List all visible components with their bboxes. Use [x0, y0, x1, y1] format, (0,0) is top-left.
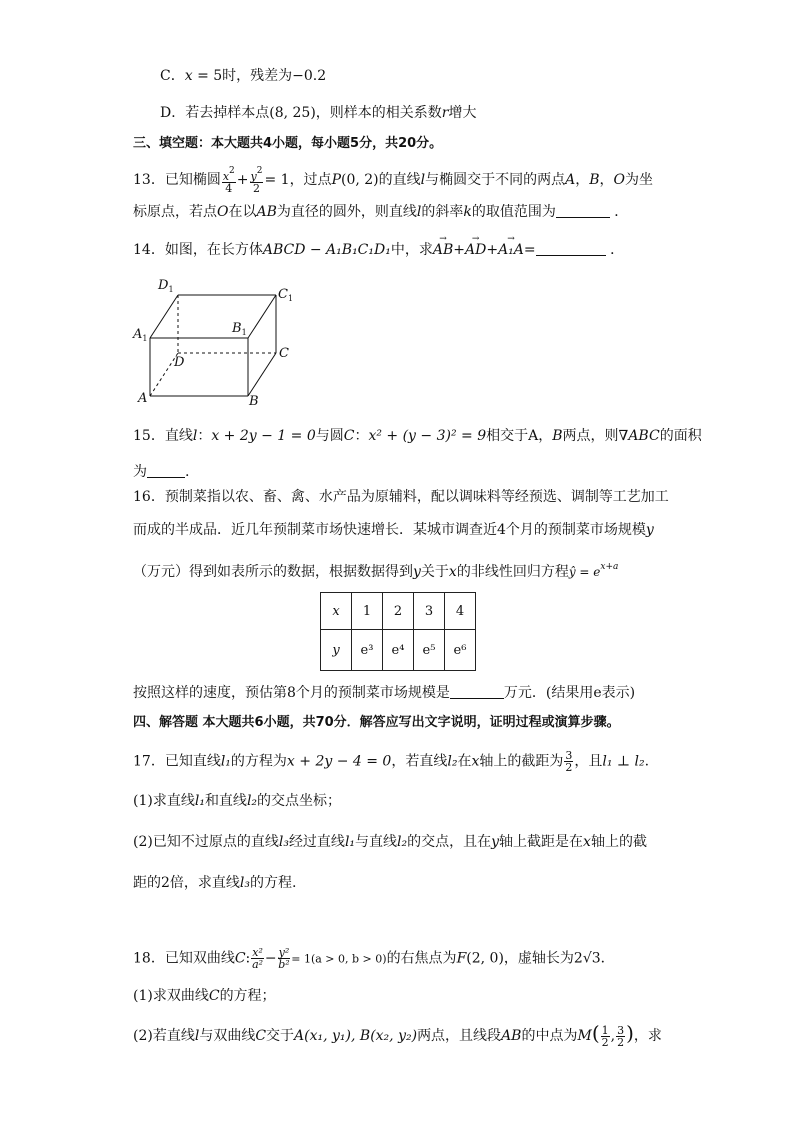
answer-blank-13[interactable] — [556, 203, 610, 218]
question-15-line-2: 为 . — [133, 464, 190, 480]
edge-b-c — [248, 353, 276, 396]
fraction-x2-a2: $\frac{\text{x²}}{\text{a²}}$ — [252, 946, 264, 971]
question-17-part-2: (2)已知不过原点的直线l₃经过直线l₁与直线l₂的交点，且在y轴上截距是在x轴上的截 — [133, 834, 647, 850]
table-row-x: x 1 2 3 4 — [321, 593, 476, 630]
question-16-line-1: 16．预制菜指以农、畜、禽、水产品为原辅料，配以调味料等经预选、调制等工艺加工 — [133, 489, 669, 505]
edge-a1-d1 — [150, 295, 178, 338]
fraction-1-2: $\frac{1}{2}$ — [601, 1023, 609, 1049]
label-a: A — [138, 391, 148, 406]
label-d: D — [174, 355, 185, 370]
section-title-solutions: 四、解答题 本大题共6小题，共70分．解答应写出文字说明，证明过程或演算步骤。 — [133, 715, 620, 730]
label-b1: $B_1$ — [232, 321, 247, 337]
cuboid-figure — [128, 274, 308, 409]
fraction-y2-b2: $\frac{\text{y²}}{\text{b²}}$ — [278, 946, 290, 971]
fraction-y2-2: $\frac{y^2}{2}$ — [250, 166, 263, 195]
label-c: C — [279, 346, 289, 361]
label-a1: $A_1$ — [133, 327, 148, 343]
question-13-line-2: 标原点，若点O在以AB为直径的圆外，则直线l的斜率k的取值范围为 ． — [133, 204, 629, 220]
table-row-y: y e³ e⁴ e⁵ e⁶ — [321, 630, 476, 671]
question-18-part-2: (2)若直线l与双曲线C交于A(x₁, y₁), B(x₂, y₂)两点，且线段AB的中点为M( $\frac{1}{2}$ , $\frac{3}{2}$ )，求 — [133, 1021, 662, 1049]
fraction-3-2b: $\frac{3}{2}$ — [617, 1023, 625, 1049]
edge-b1-c1 — [248, 295, 276, 338]
label-b: B — [249, 394, 259, 409]
section-title-fill-in: 三、填空题：本大题共4小题，每小题5分，共20分。 — [133, 136, 443, 151]
question-17-part-2-cont: 距的2倍，求直线l₃的方程. — [133, 875, 297, 891]
question-16-line-2: 而成的半成品．近几年预制菜市场快速增长．某城市调查近4个月的预制菜市场规模y — [133, 522, 654, 538]
fraction-3-2: $\frac{3}{2}$ — [565, 749, 573, 774]
answer-blank-15[interactable] — [147, 463, 185, 478]
label-d1: $D_1$ — [158, 278, 174, 294]
label-c1: $C_1$ — [278, 287, 294, 303]
question-13-line-1: 13．已知椭圆 $\frac{x^2}{4}$ + $\frac{y^2}{2}$ = 1，过点P(0, 2)的直线l与椭圆交于不同的两点A，B，O为坐 — [133, 166, 654, 195]
option-c: C．x = 5时，残差为−0.2 — [160, 68, 327, 84]
answer-blank-14[interactable] — [536, 241, 606, 256]
option-d: D．若去掉样本点(8, 25)，则样本的相关系数r增大 — [160, 105, 477, 121]
question-17-part-1: (1)求直线l₁和直线l₂的交点坐标； — [133, 793, 342, 809]
data-table — [320, 592, 476, 671]
fraction-x2-4: $\frac{x^2}{4}$ — [222, 166, 235, 195]
question-18-line-1: 18．已知双曲线C: $\frac{\text{x²}}{\text{a²}}$ − $\frac{\text{y²}}{\text{b²}}$ = 1(a > 0, b > 0)的右焦点为F(2, 0)，虚轴长为2√3． — [133, 946, 615, 971]
answer-blank-16[interactable] — [450, 684, 504, 699]
question-16-line-3: （万元）得到如表所示的数据，根据数据得到y关于x的非线性回归方程ŷ = $e^{x+a}$ — [133, 562, 619, 580]
question-18-part-1: (1)求双曲线C的方程； — [133, 988, 276, 1004]
question-15-line-1: 15．直线l：x + 2y − 1 = 0与圆C：x² + (y − 3)² = 9相交于A，B两点，则∇ABC的面积 — [133, 428, 702, 444]
question-17-line-1: 17．已知直线l₁的方程为x + 2y − 4 = 0，若直线l₂在x轴上的截距为 $\frac{3}{2}$ ，且l₁ ⊥ l₂. — [133, 749, 650, 774]
question-16-line-4: 按照这样的速度，预估第8个月的预制菜市场规模是 万元．(结果用e表示) — [133, 685, 636, 701]
question-14: 14．如图，在长方体ABCD − A₁B₁C₁D₁中，求→ AB+→ AD+→ A₁A= ． — [133, 240, 624, 260]
